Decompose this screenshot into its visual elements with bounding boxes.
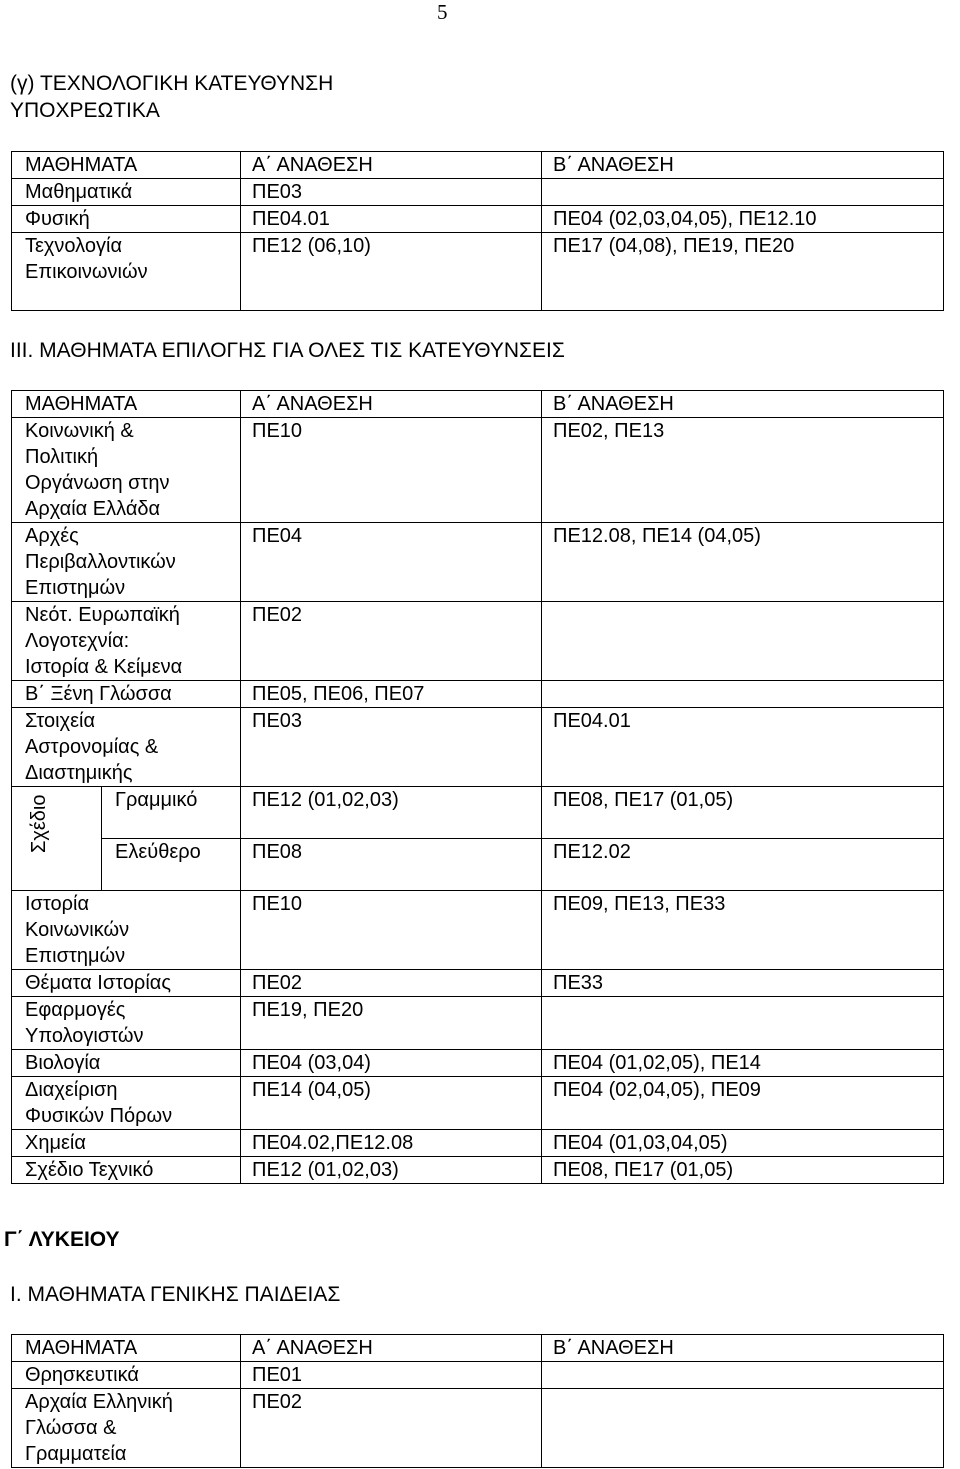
- header-a-assignment: Α΄ ΑΝΑΘΕΣΗ: [241, 1335, 542, 1362]
- b-assignment-cell: ΠΕ17 (04,08), ΠΕ19, ΠΕ20: [542, 233, 944, 311]
- b-assignment-cell: [542, 681, 944, 708]
- a-assignment-cell: ΠΕ05, ΠΕ06, ΠΕ07: [241, 681, 542, 708]
- course-cell: Βιολογία: [12, 1050, 241, 1077]
- b-assignment-cell: ΠΕ33: [542, 970, 944, 997]
- course-cell: Μαθηματικά: [12, 179, 241, 206]
- a-assignment-cell: ΠΕ08: [241, 839, 542, 891]
- table-electives-all-directions: [11, 390, 944, 1184]
- b-assignment-cell: [542, 179, 944, 206]
- table-row: [12, 681, 944, 708]
- table-row: [12, 787, 944, 839]
- table-row: [12, 997, 944, 1050]
- a-assignment-cell: ΠΕ04 (03,04): [241, 1050, 542, 1077]
- a-assignment-cell: ΠΕ04.01: [241, 206, 542, 233]
- course-cell: Ιστορία Κοινωνικών Επιστημών: [12, 891, 241, 970]
- course-cell: Εφαρμογές Υπολογιστών: [12, 997, 241, 1050]
- a-assignment-cell: ΠΕ03: [241, 708, 542, 787]
- drawing-group-label: Σχέδιο: [28, 794, 50, 853]
- header-courses: ΜΑΘΗΜΑΤΑ: [12, 391, 241, 418]
- table-row: [12, 206, 944, 233]
- b-assignment-cell: ΠΕ04 (02,03,04,05), ΠΕ12.10: [542, 206, 944, 233]
- table-header-row: [12, 152, 944, 179]
- b-assignment-cell: [542, 602, 944, 681]
- b-assignment-cell: ΠΕ02, ΠΕ13: [542, 418, 944, 523]
- header-b-assignment: Β΄ ΑΝΑΘΕΣΗ: [542, 152, 944, 179]
- table-row: [12, 418, 944, 523]
- course-cell: Διαχείριση Φυσικών Πόρων: [12, 1077, 241, 1130]
- a-assignment-cell: ΠΕ12 (01,02,03): [241, 787, 542, 839]
- a-assignment-cell: ΠΕ01: [241, 1362, 542, 1389]
- course-cell: Χημεία: [12, 1130, 241, 1157]
- a-assignment-cell: ΠΕ03: [241, 179, 542, 206]
- course-cell: Αρχές Περιβαλλοντικών Επιστημών: [12, 523, 241, 602]
- table-row: [12, 233, 944, 311]
- table-row: [12, 708, 944, 787]
- b-assignment-cell: [542, 997, 944, 1050]
- course-cell: Νεότ. Ευρωπαϊκή Λογοτεχνία: Ιστορία & Κείμενα: [12, 602, 241, 681]
- table-row: [12, 1077, 944, 1130]
- course-cell: Σχέδιο Τεχνικό: [12, 1157, 241, 1184]
- table-row: [12, 891, 944, 970]
- a-assignment-cell: ΠΕ02: [241, 602, 542, 681]
- a-assignment-cell: ΠΕ10: [241, 891, 542, 970]
- b-assignment-cell: ΠΕ12.02: [542, 839, 944, 891]
- lyceum-c-section-i-title: Ι. ΜΑΘΗΜΑΤΑ ΓΕΝΙΚΗΣ ΠΑΙΔΕΙΑΣ: [10, 1283, 341, 1306]
- section-c-subtitle: ΥΠΟΧΡΕΩΤΙΚΑ: [10, 99, 160, 122]
- course-cell: Ελεύθερο: [102, 839, 241, 891]
- course-cell: Β΄ Ξένη Γλώσσα: [12, 681, 241, 708]
- b-assignment-cell: ΠΕ09, ΠΕ13, ΠΕ33: [542, 891, 944, 970]
- b-assignment-cell: [542, 1389, 944, 1468]
- drawing-group-cell: [12, 787, 102, 891]
- course-cell: Αρχαία Ελληνική Γλώσσα & Γραμματεία: [12, 1389, 241, 1468]
- table-technological-compulsory: [11, 151, 944, 311]
- header-b-assignment: Β΄ ΑΝΑΘΕΣΗ: [542, 1335, 944, 1362]
- table-row: [12, 1362, 944, 1389]
- a-assignment-cell: ΠΕ12 (01,02,03): [241, 1157, 542, 1184]
- a-assignment-cell: ΠΕ02: [241, 1389, 542, 1468]
- a-assignment-cell: ΠΕ12 (06,10): [241, 233, 542, 311]
- table-header-row: [12, 1335, 944, 1362]
- page-number: 5: [437, 0, 448, 24]
- table-row: [12, 1389, 944, 1468]
- a-assignment-cell: ΠΕ04: [241, 523, 542, 602]
- course-cell: Θέματα Ιστορίας: [12, 970, 241, 997]
- b-assignment-cell: ΠΕ04 (01,03,04,05): [542, 1130, 944, 1157]
- section-c-title: (γ) ΤΕΧΝΟΛΟΓΙΚΗ ΚΑΤΕΥΘΥΝΣΗ: [10, 72, 334, 95]
- table-row: [12, 1157, 944, 1184]
- a-assignment-cell: ΠΕ02: [241, 970, 542, 997]
- b-assignment-cell: ΠΕ04.01: [542, 708, 944, 787]
- a-assignment-cell: ΠΕ19, ΠΕ20: [241, 997, 542, 1050]
- course-cell: Γραμμικό: [102, 787, 241, 839]
- header-courses: ΜΑΘΗΜΑΤΑ: [12, 152, 241, 179]
- header-courses: ΜΑΘΗΜΑΤΑ: [12, 1335, 241, 1362]
- b-assignment-cell: ΠΕ04 (02,04,05), ΠΕ09: [542, 1077, 944, 1130]
- header-b-assignment: Β΄ ΑΝΑΘΕΣΗ: [542, 391, 944, 418]
- course-cell: Τεχνολογία Επικοινωνιών: [12, 233, 241, 311]
- table-row: [12, 602, 944, 681]
- lyceum-c-title: Γ΄ ΛΥΚΕΙΟΥ: [4, 1228, 120, 1251]
- course-cell: Φυσική: [12, 206, 241, 233]
- a-assignment-cell: ΠΕ14 (04,05): [241, 1077, 542, 1130]
- table-row: [12, 839, 944, 891]
- b-assignment-cell: ΠΕ04 (01,02,05), ΠΕ14: [542, 1050, 944, 1077]
- a-assignment-cell: ΠΕ04.02,ΠΕ12.08: [241, 1130, 542, 1157]
- course-cell: Θρησκευτικά: [12, 1362, 241, 1389]
- table-header-row: [12, 391, 944, 418]
- b-assignment-cell: ΠΕ08, ΠΕ17 (01,05): [542, 1157, 944, 1184]
- table-row: [12, 523, 944, 602]
- table-row: [12, 179, 944, 206]
- b-assignment-cell: ΠΕ08, ΠΕ17 (01,05): [542, 787, 944, 839]
- header-a-assignment: Α΄ ΑΝΑΘΕΣΗ: [241, 391, 542, 418]
- table-row: [12, 1130, 944, 1157]
- b-assignment-cell: ΠΕ12.08, ΠΕ14 (04,05): [542, 523, 944, 602]
- a-assignment-cell: ΠΕ10: [241, 418, 542, 523]
- table-row: [12, 970, 944, 997]
- course-cell: Στοιχεία Αστρονομίας & Διαστημικής: [12, 708, 241, 787]
- course-cell: Κοινωνική & Πολιτική Οργάνωση στην Αρχαία Ελλάδα: [12, 418, 241, 523]
- table-row: [12, 1050, 944, 1077]
- section-iii-title: ΙΙΙ. ΜΑΘΗΜΑΤΑ ΕΠΙΛΟΓΗΣ ΓΙΑ ΟΛΕΣ ΤΙΣ ΚΑΤΕΥΘΥΝΣΕΙΣ: [10, 339, 565, 362]
- b-assignment-cell: [542, 1362, 944, 1389]
- table-general-education: [11, 1334, 944, 1468]
- header-a-assignment: Α΄ ΑΝΑΘΕΣΗ: [241, 152, 542, 179]
